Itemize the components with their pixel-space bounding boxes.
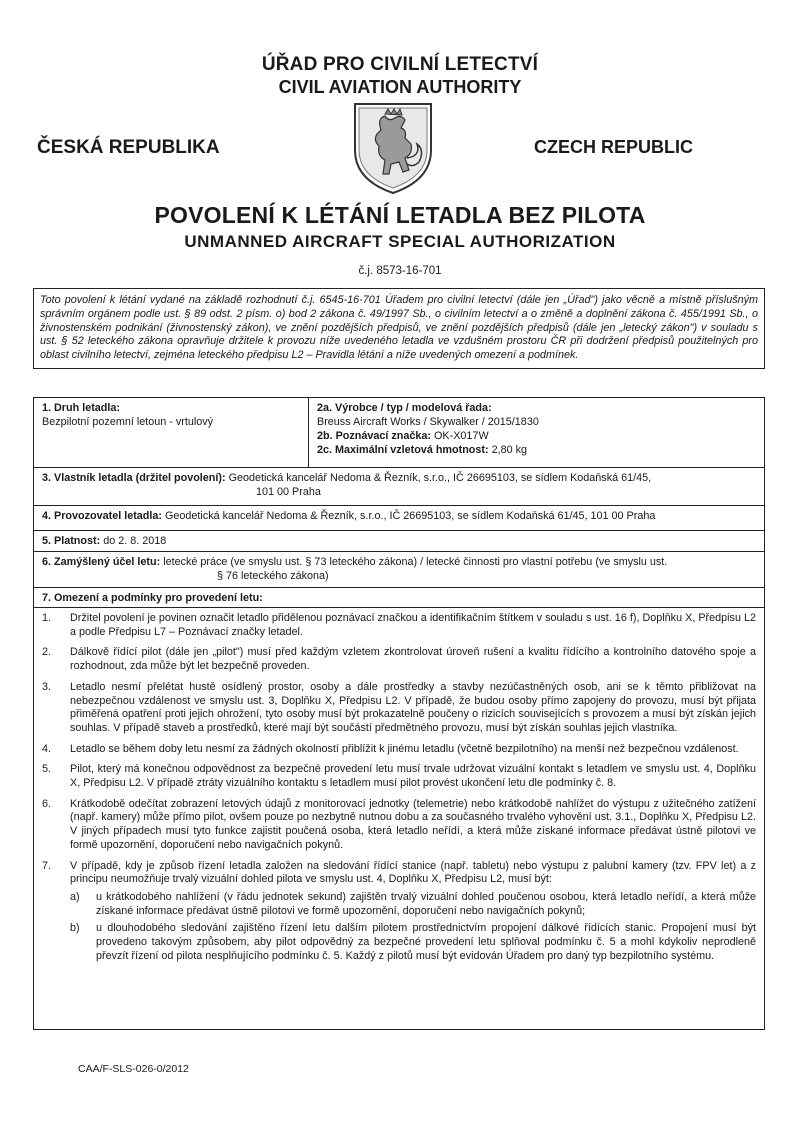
owner-value-line2: 101 00 Praha: [256, 486, 321, 498]
registration-label: 2b. Poznávací značka:: [317, 430, 432, 442]
sub-condition-letter: a): [70, 890, 80, 903]
document-title-cz: POVOLENÍ K LÉTÁNÍ LETADLA BEZ PILOTA: [154, 202, 646, 228]
condition-text: Držitel povolení je povinen označit letadlo přidělenou poznávací značkou a identifikačním štítkem v souladu s ust. 16 f), Doplňku X, Předpisu L2 a podle Předpisu L7 – Poznávací značky letadel.: [70, 612, 756, 638]
country-name-en: CZECH REPUBLIC: [533, 137, 693, 157]
aircraft-type-label: 1. Druh letadla:: [42, 402, 120, 414]
condition-text-block: [70, 860, 756, 964]
country-name-cz: ČESKÁ REPUBLIKA: [37, 137, 220, 158]
purpose-value-line2: § 76 leteckého zákona): [217, 570, 329, 582]
condition-number: 3.: [42, 680, 52, 693]
aircraft-type-cell: [34, 398, 309, 467]
operator-value: Geodetická kancelář Nedoma & Řezník, s.r.o., IČ 26695103, se sídlem Kodaňská 61/45, 101 00 Praha: [165, 510, 656, 522]
operator-row: [34, 506, 764, 531]
condition-number: 2.: [42, 646, 52, 659]
condition-number: 4.: [42, 742, 52, 755]
condition-item: [42, 743, 756, 757]
condition-number: 1.: [42, 612, 52, 624]
sub-condition-text: u krátkodobého nahlížení (v řádu jednotek sekund) zajištěn trvalý vizuální dohled poučenou osobou, která letadlo neřídí, a která může získané informace předávat ústně pilotovi ve formě upozornění, doporučení nebo navigačních pokynů;: [96, 890, 756, 917]
intro-paragraph: Toto povolení k létání vydané na základě rozhodnutí č.j. 6545-16-701 Úřadem pro civilní letectví (dále jen „Úřad") jako věcně a místně příslušným správním orgánem podle ust. § 89 odst. 2 písm. o) bod 2 zákona č. 49/1997 Sb., o civilním letectví a o změně a doplnění zákona č. 455/1991 Sb., o živnostenském podnikání (živnostenský zákon), ve znění pozdějších předpisů, ve znění pozdějších předpisů (dále jen „letecký zákon") v souladu s ust. § 52 leteckého zákona opravňuje držitele k provozu níže uvedeného letadla ve vzdušném prostoru ČR při dodržení předpisů použitelných pro oblast civilního letectví, zejména leteckého předpisu L2 – Pravidla létání a níže uvedených omezení a podmínek.: [33, 288, 765, 369]
document-title-en: UNMANNED AIRCRAFT SPECIAL AUTHORIZATION: [184, 232, 616, 251]
condition-number: 5.: [42, 763, 52, 776]
validity-value: do 2. 8. 2018: [103, 535, 167, 547]
condition-text: Letadlo se během doby letu nesmí za žádných okolností přiblížit k jinému letadlu (včetně bezpilotního) na menší než bezpečnou vzdálenost.: [70, 742, 739, 755]
manufacturer-label: 2a. Výrobce / typ / modelová řada:: [317, 402, 492, 414]
validity-label: 5. Platnost:: [42, 535, 101, 547]
validity-row: [34, 531, 764, 552]
conditions-list: [34, 608, 764, 1030]
condition-text: Letadlo nesmí přelétat hustě osídlený prostor, osoby a dále prostředky a stavby nezúčastněných osob, ani se k těmto přibližovat na nebezpečnou vzdálenost ve smyslu ust. 3, Doplňku X, Předpisu L2. V případě, že budou osoby přímo zapojeny do provozu, musí být přijata přiměřená opatření proti jejich ohrožení, tyto osoby musí být prokazatelně poučeny o rizicích souvisejících s provozem a musí být získán jejich souhlas. V případě staveb a prostředků, které mají být součástí předmětného provozu, musí být získán souhlas jejich vlastníka.: [70, 680, 756, 734]
purpose-label: 6. Zamýšlený účel letu:: [42, 556, 161, 568]
condition-text: Krátkodobě odečítat zobrazení letových údajů z monitorovací jednotky (telemetrie) nebo krátkodobě nahlížet do výstupu z užitečného zatížení (např. kamery) může přímo pilot, ovšem pouze po nezbytně nutnou dobu a za současného trvalého vyhovění ust. 3.1., Doplňku X, Předpisu L2. V jiných případech musí tyto funkce zajistit poučená osoba, která letadlo neřídí, a která může získané informace předávat ústně pilotovi ve formě upozornění, doporučení nebo navigačních pokynů.: [70, 797, 756, 851]
purpose-value-line1: letecké práce (ve smyslu ust. § 73 leteckého zákona) / letecké činnosti pro vlastní potřebu (ve smyslu ust.: [163, 556, 668, 568]
authority-name-cz: ÚŘAD PRO CIVILNÍ LETECTVÍ: [261, 54, 539, 75]
condition-item: [42, 763, 756, 790]
mtow-value: 2,80 kg: [491, 444, 528, 456]
purpose-row: [34, 552, 764, 588]
condition-item: [42, 612, 756, 639]
aircraft-details-cell: [309, 398, 764, 467]
aircraft-row: [34, 398, 764, 468]
condition-item: [42, 646, 756, 673]
czech-lion-coat-of-arms-icon: [351, 100, 435, 196]
sub-condition-letter: b): [70, 922, 80, 935]
aircraft-type-value: Bezpilotní pozemní letoun - vrtulový: [42, 416, 214, 428]
condition-number: 6.: [42, 797, 52, 810]
sub-condition-text: u dlouhodobého sledování zajištěno řízení letu dalším pilotem prostřednictvím propojení dálkové řídících stanic. Propojení musí být provedeno takovým způsobem, aby pilot odpovědný za bezpečné provedení letu splňoval podmínku č. 5 a mohl kdykoliv neprodleně převzít řízení od pilota nesplňujícího podmínku č. 5. Každý z pilotů musí být evidován Úřadem pro daný typ bezpilotního systému.: [96, 922, 756, 962]
condition-item: [42, 798, 756, 853]
operator-label: 4. Provozovatel letadla:: [42, 510, 163, 522]
conditions-label: 7. Omezení a podmínky pro provedení letu:: [42, 592, 263, 604]
condition-item: [42, 860, 756, 964]
reference-number: č.j. 8573-16-701: [358, 265, 442, 277]
condition-number: 7.: [42, 859, 52, 872]
condition-text: Dálkově řídící pilot (dále jen „pilot") musí před každým vzletem zkontrolovat úroveň rušení a kvalitu řídícího a kontrolního datového spoje a rozhodnout, zda může být let bezpečně proveden.: [70, 646, 756, 673]
authorization-table: [33, 397, 765, 1030]
condition-text: Pilot, který má konečnou odpovědnost za bezpečné provedení letu musí trvale udržovat vizuální kontakt s letadlem ve smyslu ust. 4, Doplňku X, Předpisu L2. V případě ztráty vizuálního kontaktu s letadlem musí pilot provést ukončení letu dle podmínky č. 8.: [70, 763, 756, 790]
owner-row: [34, 468, 764, 506]
form-code: CAA/F-SLS-026-0/2012: [78, 1063, 189, 1075]
owner-label: 3. Vlastník letadla (držitel povolení):: [42, 472, 226, 484]
sub-condition: [70, 891, 756, 918]
mtow-label: 2c. Maximální vzletová hmotnost:: [317, 444, 489, 456]
condition-item: [42, 681, 756, 736]
owner-value-line1: Geodetická kancelář Nedoma & Řezník, s.r.o., IČ 26695103, se sídlem Kodaňská 61/45,: [228, 472, 652, 484]
registration-value: OK-X017W: [434, 430, 489, 442]
conditions-header-row: [34, 588, 764, 608]
condition-text: V případě, kdy je způsob řízení letadla založen na sledování řídící stanice (např. tabletu) nebo výstupu z palubní kamery (tzv. FPV let) a z principu neumožňuje trvalý vizuální dohled pilota ve smyslu ust. 4, Doplňku X, Předpisu L2, musí být:: [70, 859, 756, 886]
sub-condition: [70, 922, 756, 963]
authority-name-en: CIVIL AVIATION AUTHORITY: [278, 77, 522, 97]
manufacturer-value: Breuss Aircraft Works / Skywalker / 2015/1830: [317, 416, 539, 428]
